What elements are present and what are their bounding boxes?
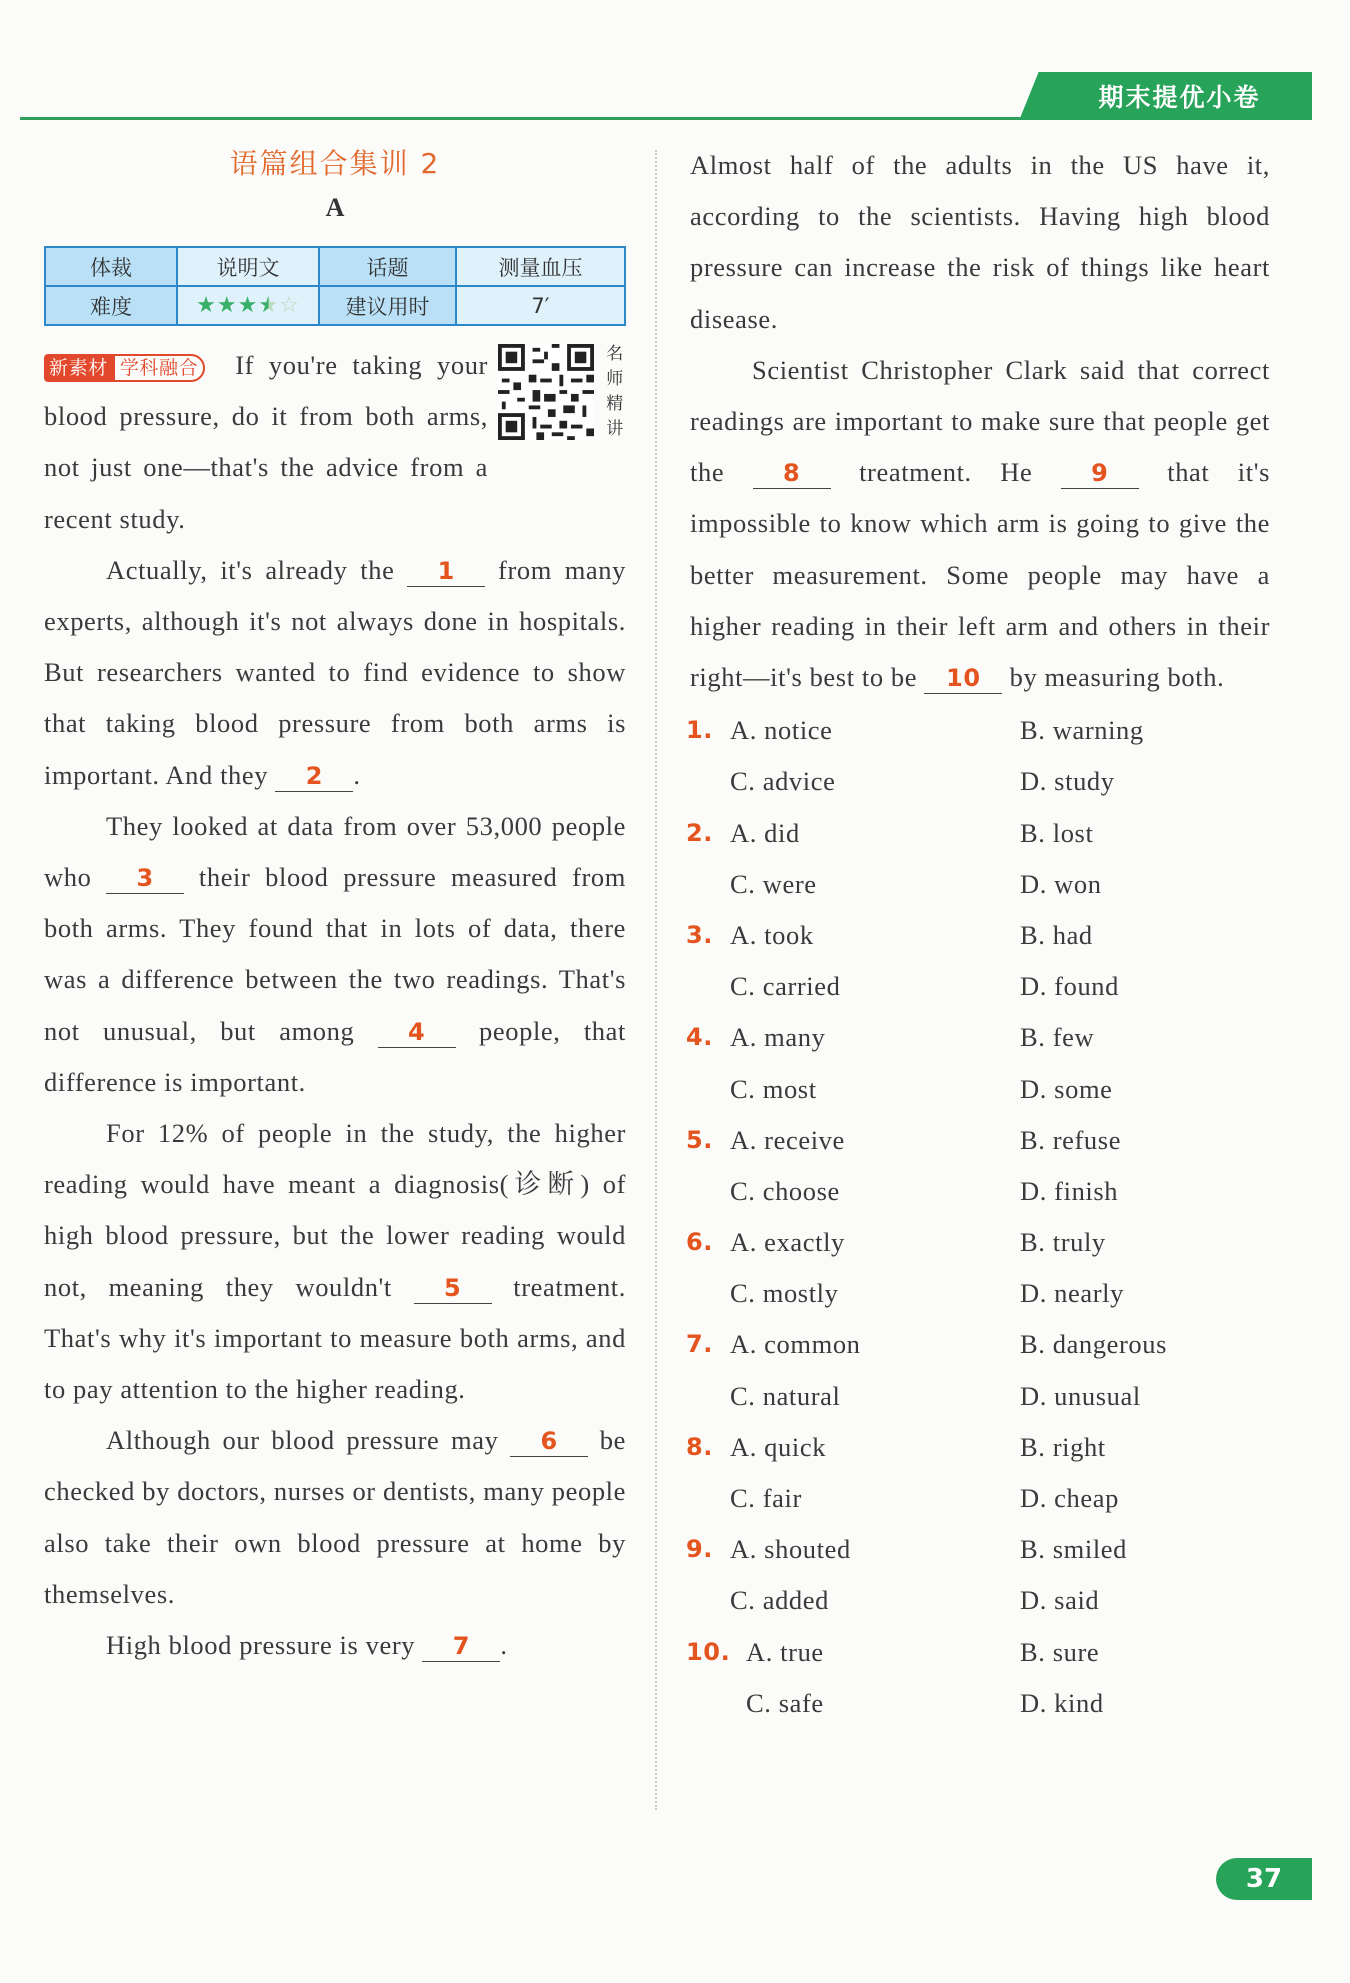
- paragraph-3-text-b: their blood pressure measured from both arms. They found that in lots of data, there was a difference between the two readings. That's not unusual, but among: [44, 862, 626, 1046]
- info-table: [44, 246, 626, 326]
- option-b[interactable]: B. warning: [1020, 715, 1144, 746]
- question-5-row-cd: [690, 1166, 1270, 1217]
- header-tab: [1047, 72, 1312, 120]
- option-c[interactable]: C. safe: [746, 1687, 824, 1718]
- question-1-row-cd: [690, 756, 1270, 807]
- paragraph-2: [44, 545, 626, 801]
- answer-options: [686, 705, 1270, 1729]
- option-d[interactable]: D. found: [1020, 971, 1120, 1002]
- question-3-row-cd: [690, 961, 1270, 1012]
- paragraph-7: Almost half of the adults in the US have it, according to the scientists. Having high blood pressure can increase the risk of things like heart disease.: [690, 150, 1270, 334]
- paragraph-1-text: If you're taking your blood pressure, do it from both arms, not just one—that's the advice from a recent study.: [44, 350, 488, 534]
- right-column: [686, 140, 1271, 1729]
- topic-label: 话题: [319, 247, 456, 286]
- option-c[interactable]: C. mostly: [730, 1278, 839, 1309]
- paragraph-5-text-b: be checked by doctors, nurses or dentists, many people also take their own blood pressure at home by themselves.: [44, 1425, 626, 1609]
- page-number: 37: [1216, 1858, 1312, 1900]
- blank-2[interactable]: 2: [275, 761, 353, 792]
- question-6-row-ab: [686, 1217, 1270, 1268]
- question-5-row-ab: [686, 1115, 1270, 1166]
- blank-1[interactable]: 1: [407, 556, 485, 587]
- qr-caption: 名师精讲: [606, 344, 624, 439]
- option-d[interactable]: D. nearly: [1020, 1278, 1124, 1309]
- blank-6[interactable]: 6: [510, 1426, 588, 1457]
- option-a[interactable]: A. shouted: [730, 1534, 851, 1565]
- option-b[interactable]: B. few: [1020, 1022, 1095, 1053]
- option-b[interactable]: B. had: [1020, 919, 1093, 950]
- question-3-row-ab: [686, 910, 1270, 961]
- option-c[interactable]: C. natural: [730, 1380, 841, 1411]
- paragraph-8-text-b: treatment. He: [859, 457, 1033, 488]
- question-7-row-ab: [686, 1319, 1270, 1370]
- option-d[interactable]: D. finish: [1020, 1175, 1119, 1206]
- section-title: 语篇组合集训 2: [229, 147, 441, 180]
- paragraph-2-text-a: Actually, it's already the: [106, 554, 395, 585]
- blank-9[interactable]: 9: [1061, 458, 1139, 489]
- new-material-tag: 新素材: [44, 354, 113, 382]
- question-number: 8.: [686, 1432, 714, 1461]
- time-label: 建议用时: [319, 286, 456, 325]
- option-c[interactable]: C. most: [730, 1073, 817, 1104]
- option-c[interactable]: C. added: [730, 1585, 829, 1616]
- blank-8[interactable]: 8: [753, 458, 831, 489]
- time-value: 7′: [456, 286, 625, 325]
- option-c[interactable]: C. choose: [730, 1175, 840, 1206]
- option-d[interactable]: D. some: [1020, 1073, 1113, 1104]
- qr-block[interactable]: [498, 344, 626, 444]
- question-number: 9.: [686, 1535, 714, 1564]
- option-a[interactable]: A. took: [730, 919, 814, 950]
- option-c[interactable]: C. carried: [730, 971, 841, 1002]
- option-a[interactable]: A. receive: [730, 1124, 845, 1155]
- option-d[interactable]: D. unusual: [1020, 1380, 1141, 1411]
- question-number: 5.: [686, 1125, 714, 1154]
- question-8-row-ab: [686, 1422, 1270, 1473]
- option-c[interactable]: C. fair: [730, 1483, 802, 1514]
- paragraph-6-text-b: .: [500, 1630, 508, 1661]
- question-2-row-cd: [690, 859, 1270, 910]
- question-number: 6.: [686, 1228, 714, 1257]
- passage-label: A: [325, 193, 345, 222]
- option-b[interactable]: B. lost: [1020, 817, 1094, 848]
- question-2-row-ab: [686, 808, 1270, 859]
- question-number: 4.: [686, 1023, 714, 1052]
- option-d[interactable]: D. kind: [1020, 1687, 1104, 1718]
- option-a[interactable]: A. many: [730, 1022, 826, 1053]
- topic-value: 测量血压: [456, 247, 625, 286]
- paragraph-2-text-c: .: [353, 759, 361, 790]
- column-divider: [655, 150, 657, 1810]
- option-b[interactable]: B. right: [1020, 1431, 1106, 1462]
- blank-7[interactable]: 7: [422, 1631, 500, 1662]
- paragraph-1: [44, 340, 626, 545]
- difficulty-label: 难度: [45, 286, 177, 325]
- question-9-row-ab: [686, 1524, 1270, 1575]
- star-rating-icon: ★★★★☆: [196, 293, 300, 318]
- blank-5[interactable]: 5: [414, 1273, 492, 1304]
- genre-value: 说明文: [177, 247, 319, 286]
- qr-code-icon[interactable]: [498, 344, 594, 440]
- question-10-row-cd: [690, 1678, 1270, 1729]
- left-column: [44, 140, 626, 1671]
- subject-integration-tag: 学科融合: [113, 354, 205, 382]
- option-b[interactable]: B. truly: [1020, 1227, 1106, 1258]
- blank-4[interactable]: 4: [378, 1017, 456, 1048]
- question-number: 2.: [686, 818, 714, 847]
- paragraph-2-text-b: from many experts, although it's not always done in hospitals. But researchers wanted to find evidence to show that taking blood pressure from both arms is important. And they: [44, 554, 626, 790]
- paragraph-6-text-a: High blood pressure is very: [106, 1630, 416, 1661]
- paragraph-3-text-a: They looked at data from over 53,000 people who: [44, 810, 626, 893]
- option-a[interactable]: A. common: [730, 1329, 861, 1360]
- question-number: 1.: [686, 716, 714, 745]
- question-number: 7.: [686, 1330, 714, 1359]
- option-d[interactable]: D. cheap: [1020, 1483, 1119, 1514]
- paragraph-5-text-a: Although our blood pressure may: [106, 1425, 499, 1456]
- option-b[interactable]: B. sure: [1020, 1636, 1100, 1667]
- question-9-row-cd: [690, 1575, 1270, 1626]
- option-b[interactable]: B. refuse: [1020, 1124, 1122, 1155]
- question-4-row-ab: [686, 1012, 1270, 1063]
- question-8-row-cd: [690, 1473, 1270, 1524]
- question-number: 10.: [686, 1637, 731, 1666]
- option-b[interactable]: B. smiled: [1020, 1534, 1127, 1565]
- question-4-row-cd: [690, 1064, 1270, 1115]
- difficulty-stars: [177, 286, 319, 325]
- option-c[interactable]: C. were: [730, 868, 817, 899]
- question-7-row-cd: [690, 1371, 1270, 1422]
- option-d[interactable]: D. won: [1020, 868, 1102, 899]
- paragraph-4-text-b: treatment. That's why it's important to measure both arms, and to pay attention to the higher reading.: [44, 1271, 626, 1405]
- paragraph-3-text-c: people, that difference is important.: [44, 1015, 626, 1097]
- option-d[interactable]: D. said: [1020, 1585, 1100, 1616]
- paragraph-8: [690, 345, 1270, 703]
- option-a[interactable]: A. true: [746, 1636, 824, 1667]
- option-a[interactable]: A. exactly: [730, 1227, 845, 1258]
- paragraph-3: [44, 801, 626, 1108]
- option-d[interactable]: D. study: [1020, 766, 1115, 797]
- paragraph-4-text-a: For 12% of people in the study, the higher reading would have meant a diagnosis(诊断) of high blood pressure, but the lower reading would not, meaning they wouldn't: [44, 1118, 626, 1302]
- option-b[interactable]: B. dangerous: [1020, 1329, 1168, 1360]
- question-1-row-ab: [686, 705, 1270, 756]
- option-a[interactable]: A. did: [730, 817, 800, 848]
- paragraph-4: [44, 1108, 626, 1415]
- passage-left: [44, 340, 626, 1671]
- paragraph-6: [44, 1620, 626, 1671]
- genre-label: 体裁: [45, 247, 177, 286]
- header-tab-label: 期末提优小卷: [1098, 83, 1261, 112]
- question-10-row-ab: [686, 1627, 1270, 1678]
- blank-10[interactable]: 10: [924, 663, 1002, 694]
- question-number: 3.: [686, 920, 714, 949]
- paragraph-8-text-c: that it's impossible to know which arm is going to give the better measurement. Some people may have a higher reading in their left arm and others in their right—it's best to be: [690, 457, 1271, 693]
- paragraph-8-text-a: Scientist Christopher Clark said that correct readings are important to make sure that people get the: [690, 354, 1270, 488]
- option-a[interactable]: A. notice: [730, 715, 833, 746]
- passage-right: [690, 140, 1270, 703]
- question-6-row-cd: [690, 1268, 1270, 1319]
- paragraph-8-text-d: by measuring both.: [1009, 662, 1225, 693]
- option-a[interactable]: A. quick: [730, 1431, 827, 1462]
- option-c[interactable]: C. advice: [730, 766, 836, 797]
- blank-3[interactable]: 3: [106, 863, 184, 894]
- paragraph-5: [44, 1415, 626, 1620]
